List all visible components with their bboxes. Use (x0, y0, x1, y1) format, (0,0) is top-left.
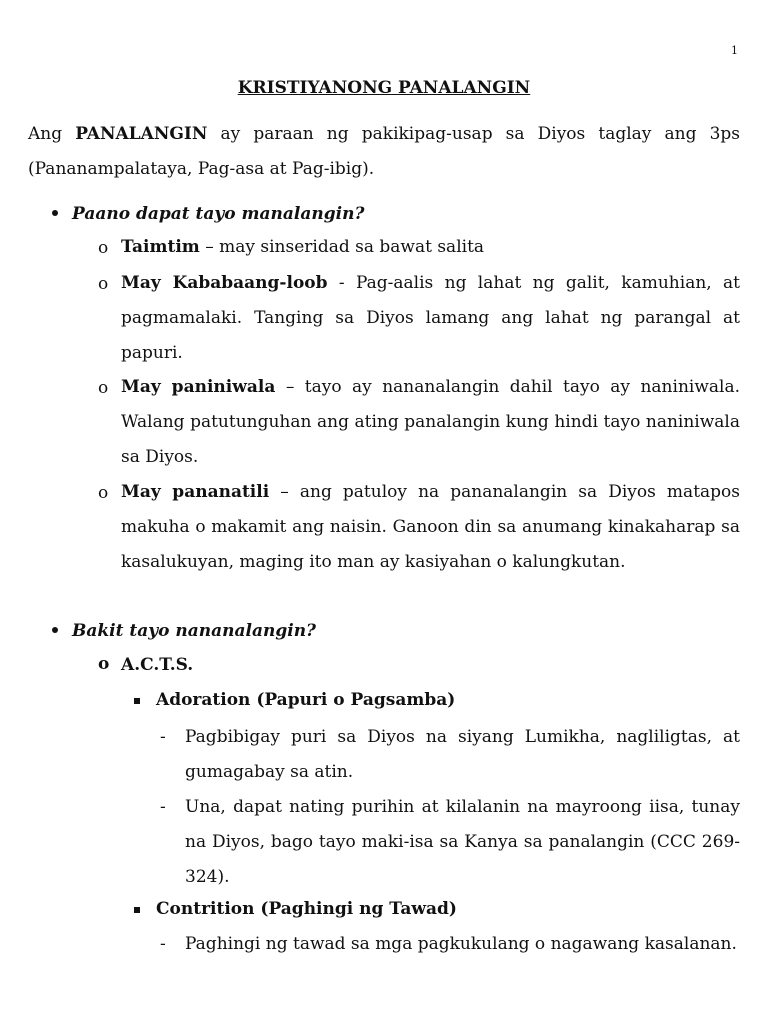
item-text: – ang patuloy na pananalangin sa Diyos matapos makuha o makamit ang naisin. Ganoon din sa anumang kinakaharap sa kasalukuyan, maging ito man ay kasiyahan o kalungkutan. (121, 482, 740, 572)
bullet-dot-icon (52, 210, 58, 216)
bullet-dot-icon (52, 627, 58, 633)
list-item (121, 266, 740, 371)
square-bullet-icon (134, 907, 140, 913)
section1-heading-text: Paano dapat tayo manalangin? (72, 204, 365, 224)
item-term: May Kababaang-loob (121, 273, 328, 293)
item-text: – tayo ay nananalangin dahil tayo ay naniniwala. Walang patutunguhan ang ating panalangin kung hindi tayo naniniwala sa Diyos. (121, 377, 740, 467)
section2-heading-text: Bakit tayo nananalangin? (72, 621, 317, 641)
intro-paragraph (28, 117, 740, 187)
list-item (121, 370, 740, 475)
document-title: KRISTIYANONG PANALANGIN (237, 78, 531, 98)
list-bullet: o (98, 238, 109, 258)
intro-lead: Ang (28, 124, 63, 144)
dash-bullet: - (160, 727, 166, 747)
list-item (121, 475, 740, 580)
intro-text: ay paraan ng pakikipag-usap sa Diyos taglay ang 3ps (Pananampalataya, Pag-asa at Pag-ibig). (28, 124, 740, 179)
square-bullet-icon (134, 698, 140, 704)
adoration-point: Pagbibigay puri sa Diyos na siyang Lumikha, nagliligtas, at gumagabay sa atin. (185, 727, 740, 782)
item-text: - Pag-aalis ng lahat ng galit, kamuhian, at pagmamalaki. Tanging sa Diyos lamang ang lahat ng parangal at papuri. (121, 273, 740, 363)
list-bullet: o (98, 274, 109, 294)
item-term: Taimtim (121, 237, 200, 257)
contrition-point: Paghingi ng tawad sa mga pagkukulang o nagawang kasalanan. (185, 934, 737, 954)
adoration-heading: Adoration (Papuri o Pagsamba) (156, 690, 456, 710)
dash-bullet: - (160, 797, 166, 817)
section2-heading (52, 621, 316, 641)
page-number: 1 (731, 44, 738, 57)
list-bullet: o (98, 483, 109, 503)
item-text: – may sinseridad sa bawat salita (205, 237, 485, 257)
list-bullet: o (98, 378, 109, 398)
section1-heading (52, 204, 364, 224)
dash-bullet: - (160, 934, 166, 954)
list-bullet: o (98, 654, 110, 674)
item-term: May paniniwala (121, 377, 276, 397)
contrition-heading: Contrition (Paghingi ng Tawad) (156, 899, 457, 919)
acts-heading: A.C.T.S. (121, 655, 194, 675)
intro-term: PANALANGIN (75, 124, 208, 144)
item-term: May pananatili (121, 482, 270, 502)
adoration-point: Una, dapat nating purihin at kilalanin na mayroong iisa, tunay na Diyos, bago tayo maki-isa sa Kanya sa panalangin (CCC 269-324). (185, 797, 740, 887)
list-item (121, 230, 740, 265)
